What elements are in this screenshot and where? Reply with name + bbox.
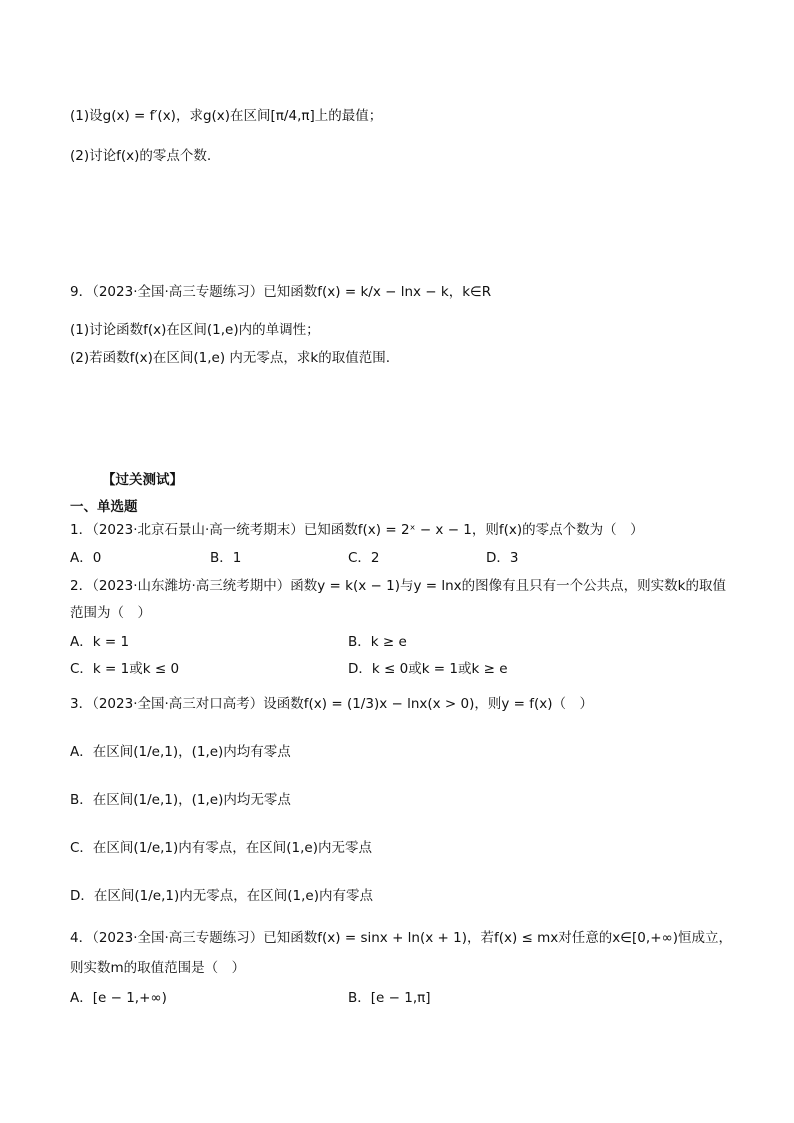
question-9-sub-1: (1)讨论函数f(x)在区间(1,e)内的单调性； (70, 322, 320, 338)
problem-2-option-a: A．k = 1 (70, 634, 130, 650)
problem-3-stem: 3．（2023·全国·高三对口高考）设函数f(x) = (1/3)x − lnx(x > 0)，则y = f(x)（ ） (70, 696, 594, 712)
problem-1-option-a: A．0 (70, 550, 102, 566)
problem-4-option-a: A．[e − 1,+∞) (70, 990, 167, 1006)
problem-1-option-c: C．2 (348, 550, 380, 566)
problem-3-option-d: D．在区间(1/e,1)内无零点，在区间(1,e)内有零点 (70, 888, 373, 904)
problem-2-option-c: C．k = 1或k ≤ 0 (70, 661, 180, 677)
problem-1-option-d: D．3 (486, 550, 519, 566)
problem-3-option-a: A．在区间(1/e,1)，(1,e)内均有零点 (70, 744, 291, 760)
problem-1-option-b: B．1 (210, 550, 242, 566)
problem-2-option-d: D．k ≤ 0或k = 1或k ≥ e (348, 661, 508, 677)
problem-4-stem-line-1: 4．（2023·全国·高三专题练习）已知函数f(x) = sinx + ln(x + 1)，若f(x) ≤ mx对任意的x∈[0,+∞)恒成立， (70, 930, 733, 946)
problem-2-option-b: B．k ≥ e (348, 634, 407, 650)
problem-4-option-b: B．[e − 1,π] (348, 990, 431, 1006)
problem-1-stem: 1．（2023·北京石景山·高一统考期末）已知函数f(x) = 2ˣ − x − 1，则f(x)的零点个数为（ ） (70, 522, 644, 538)
problem-4-stem-line-2: 则实数m的取值范围是（ ） (70, 960, 246, 976)
section-subtitle: 一、单选题 (70, 499, 138, 515)
prev-subquestion-2: (2)讨论f(x)的零点个数. (70, 148, 212, 164)
question-9-sub-2: (2)若函数f(x)在区间(1,e) 内无零点，求k的取值范围. (70, 350, 391, 366)
problem-2-stem-line-1: 2．（2023·山东潍坊·高三统考期中）函数y = k(x − 1)与y = lnx的图像有且只有一个公共点，则实数k的取值 (70, 578, 726, 594)
prev-subquestion-1: (1)设g(x) = f′(x)，求g(x)在区间[π/4,π]上的最值； (70, 108, 383, 124)
section-title: 【过关测试】 (102, 472, 183, 488)
question-9-stem: 9．（2023·全国·高三专题练习）已知函数f(x) = k/x − lnx − k，k∈R (70, 284, 492, 300)
problem-2-stem-line-2: 范围为（ ） (70, 605, 151, 621)
problem-3-option-b: B．在区间(1/e,1)，(1,e)内均无零点 (70, 792, 291, 808)
problem-3-option-c: C．在区间(1/e,1)内有零点，在区间(1,e)内无零点 (70, 840, 373, 856)
